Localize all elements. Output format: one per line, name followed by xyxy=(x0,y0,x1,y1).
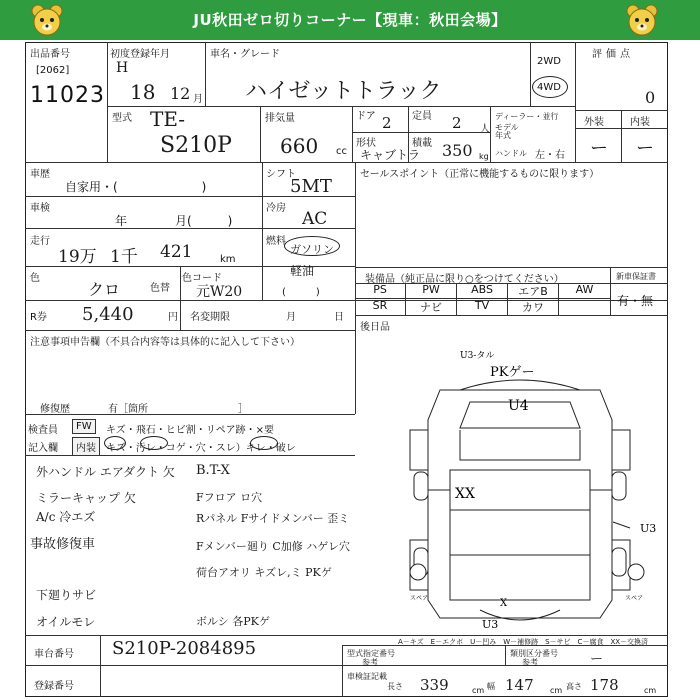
remark-4: 事故修復車 xyxy=(30,537,96,552)
spare-left-label: スペア xyxy=(410,595,429,602)
remark-right-6: ボルシ 各PKゲ xyxy=(196,615,270,628)
registration-year: 18 xyxy=(130,80,156,104)
equip-leather: カワ xyxy=(508,299,559,315)
wheel-front-left xyxy=(414,472,428,500)
shift-label: シフト xyxy=(266,169,296,180)
fuel-light-oil: 軽油 xyxy=(290,264,315,278)
displacement-value: 660 xyxy=(280,134,319,158)
model-1: TE- xyxy=(150,107,186,131)
body-type-value: キャブトラ xyxy=(360,148,421,162)
spare-left-wheel xyxy=(410,564,426,580)
bear-mascot-icon xyxy=(30,3,64,37)
fuel-gasoline: ガソリン xyxy=(290,243,334,256)
spare-right-label: スペア xyxy=(625,595,644,602)
aircon-label: 冷房 xyxy=(266,203,286,214)
header-title: JU秋田ゼロ切りコーナー【現車：秋田会場】 xyxy=(193,11,507,29)
remark-right-3: Rパネル Fサイドメンバー 歪ミ xyxy=(196,512,350,525)
chassis-value: S210P-2084895 xyxy=(112,638,257,659)
body-type-label: 形状 xyxy=(356,138,376,149)
color-value: クロ xyxy=(88,280,121,299)
equipment-label: 装備品（純正品に限り○をつけてください） xyxy=(365,274,564,285)
exhibit-code: [2062] xyxy=(36,65,70,76)
remark-right-2: Fフロア ロ穴 xyxy=(196,491,263,504)
right-door xyxy=(612,430,630,470)
exhibit-label: 出品番号 xyxy=(30,49,70,60)
equip-navi: ナビ xyxy=(406,299,457,315)
name-change-label: 名変期限 xyxy=(190,312,230,323)
equip-abs: ABS xyxy=(457,283,508,299)
after-fit-label: 後日品 xyxy=(360,322,390,333)
remark-right-5: 荷台アオリ キズレ,ミ PKゲ xyxy=(196,566,332,579)
equip-aw: AW xyxy=(559,283,610,299)
spare-right-wheel xyxy=(628,564,644,580)
type-designation-ref: 参考 xyxy=(362,658,378,667)
name-change-month: 月 xyxy=(286,312,296,323)
size-label: 車検証記載 xyxy=(347,672,387,681)
model-year-label: モデル年式 xyxy=(495,123,519,140)
type-designation-label: 型式指定番号 xyxy=(347,649,395,658)
aircon-value: AC xyxy=(302,209,328,229)
size-width: 147 xyxy=(505,676,534,694)
load-value: 350 xyxy=(442,141,473,160)
inspector-label: 検査員 xyxy=(28,425,58,436)
exhibit-number: 11023 xyxy=(30,83,105,108)
size-width-label: 幅 xyxy=(487,682,495,691)
legend: A－キズ E－エクボ U－凹み W－補修跡 S－サビ C－腐食 XX－交換済 xyxy=(398,638,649,646)
category-value: ー xyxy=(590,652,604,667)
color-repaint: 色替 xyxy=(150,283,170,294)
interior-label: 内装 xyxy=(630,117,650,128)
in-items: キズ・汚レ・コゲ・穴・スレ）キレ・破レ xyxy=(106,443,296,454)
equip-sr: SR xyxy=(355,299,406,315)
mileage-man: 19万 xyxy=(58,247,97,267)
remark-5: 下廻りサビ xyxy=(36,588,97,602)
registration-era: H xyxy=(116,60,129,76)
recycle-label: R券 xyxy=(30,312,47,323)
repair-label: 修復歴 xyxy=(40,404,70,415)
exterior-label: 外装 xyxy=(584,117,604,128)
size-unit-2: cm xyxy=(550,686,563,695)
capacity-unit: 人 xyxy=(480,124,490,135)
diagram-xx: XX xyxy=(455,486,475,502)
dealer-label: ディーラー・並行 xyxy=(495,112,559,121)
stain-circle xyxy=(140,436,168,450)
vehicle-name: ハイゼットトラック xyxy=(245,79,442,104)
handle-options: 左・右 xyxy=(535,150,565,161)
recycle-value: 5,440 xyxy=(82,304,134,325)
doors-value: 2 xyxy=(382,114,392,132)
vehicle-name-label: 車名・グレード xyxy=(210,49,280,60)
history-value: 自家用・( ) xyxy=(65,180,207,194)
recycle-unit: 円 xyxy=(168,312,178,323)
name-change-day: 日 xyxy=(334,312,344,323)
equip-tv: TV xyxy=(457,299,508,315)
score-value: 0 xyxy=(645,88,656,107)
notes-label: 注意事項申告欄（不具合内容等は具体的に記入して下さい） xyxy=(30,337,300,348)
left-door xyxy=(410,430,428,470)
color-label: 色 xyxy=(30,273,40,284)
size-length-label: 長さ xyxy=(387,682,403,691)
cabin-roof xyxy=(460,430,580,460)
mileage-sen: 1千 xyxy=(110,247,138,267)
bear-mascot-icon xyxy=(625,3,659,37)
car-body-outline xyxy=(428,390,612,618)
category-ref: 参考 xyxy=(522,658,538,667)
category-label: 類別区分番号 xyxy=(510,649,558,658)
handle-label: ハンドル xyxy=(495,149,527,158)
diagram-u3-bottom: U3 xyxy=(482,618,499,631)
fw-label: FW xyxy=(72,419,96,434)
mileage-label: 走行 xyxy=(30,236,50,247)
capacity-label: 定員 xyxy=(412,111,432,122)
in-label: 内装 xyxy=(72,437,100,456)
doors-label: ドア xyxy=(356,111,376,122)
color-code: 元W20 xyxy=(196,284,243,300)
remark-2: ミラーキャップ 欠 xyxy=(36,491,136,505)
remark-right-4: Fメンバー廻り C加修 ハゲレ穴 xyxy=(196,540,351,553)
fuel-circle xyxy=(284,236,340,256)
mileage-rest: 421 xyxy=(160,242,193,262)
size-unit-1: cm xyxy=(472,686,485,695)
wheel-front-right xyxy=(612,472,626,500)
equip-airbag: エアB xyxy=(508,283,559,299)
model-2: S210P xyxy=(160,133,232,158)
size-unit-3: cm xyxy=(644,686,657,695)
model-label: 型式 xyxy=(112,113,132,124)
fuel-other: ( ) xyxy=(282,287,320,298)
plate-label: 登録番号 xyxy=(34,681,74,692)
warranty-label: 新車保証書 xyxy=(616,272,656,281)
entry-label: 記入欄 xyxy=(28,443,58,454)
drive-4wd: 4WD xyxy=(537,82,561,93)
remark-3: A/c 冷エズ xyxy=(36,510,96,524)
equip-ps: PS xyxy=(355,283,406,299)
equip-pw: PW xyxy=(406,283,457,299)
drive-2wd: 2WD xyxy=(537,56,561,67)
drive-4wd-circle xyxy=(532,76,568,98)
score-label: 評価点 xyxy=(592,49,634,60)
equipment-grid xyxy=(355,283,610,315)
color-code-label: 色コード xyxy=(182,273,222,284)
car-diagram xyxy=(400,351,660,632)
diagram-x: X xyxy=(500,598,508,609)
diagram-u3-side: U3 xyxy=(640,522,657,535)
capacity-value: 2 xyxy=(452,114,462,132)
diagram-u4: U4 xyxy=(508,398,529,414)
wheel-rear-right xyxy=(612,548,626,576)
wear-circle xyxy=(250,436,278,450)
inspection-year: 年 xyxy=(115,214,128,228)
repair-value: 有［箇所 ］ xyxy=(108,404,248,415)
displacement-label: 排気量 xyxy=(265,113,295,124)
sales-point-label: セールスポイント（正常に機能するものに限ります） xyxy=(360,169,600,180)
registration-month-unit: 月 xyxy=(193,94,203,105)
inspection-label: 車検 xyxy=(30,203,50,214)
size-height: 178 xyxy=(590,676,619,694)
warranty-value: 有・無 xyxy=(617,294,654,308)
chassis-label: 車台番号 xyxy=(34,649,74,660)
front-bumper xyxy=(460,380,580,390)
interior-value: ー xyxy=(636,138,654,159)
shift-value: 5MT xyxy=(290,176,332,197)
exterior-value: ー xyxy=(590,138,608,159)
remark-right-1: B.T-X xyxy=(196,463,230,478)
fw-items: キズ・飛石・ヒビ割・リペア跡・×要 xyxy=(106,425,274,436)
size-length: 339 xyxy=(420,676,449,694)
history-label: 車歴 xyxy=(30,169,50,180)
remark-6: オイルモレ xyxy=(36,615,96,629)
inspection-month: 月( ) xyxy=(175,214,233,228)
registration-label: 初度登録年月 xyxy=(110,49,170,60)
load-unit: kg xyxy=(479,152,489,161)
size-height-label: 高さ xyxy=(566,682,582,691)
diagram-top-note: PKゲー xyxy=(490,365,535,380)
load-label: 積載 xyxy=(412,138,432,149)
displacement-unit: cc xyxy=(336,146,347,157)
mileage-unit: km xyxy=(220,254,236,265)
fuel-label: 燃料 xyxy=(266,236,286,247)
remark-1: 外ハンドル エアダクト 欠 xyxy=(36,465,175,479)
scratch-circle xyxy=(104,436,126,450)
diagram-u3-top: U3-タル xyxy=(460,351,495,361)
registration-month: 12 xyxy=(170,84,191,103)
